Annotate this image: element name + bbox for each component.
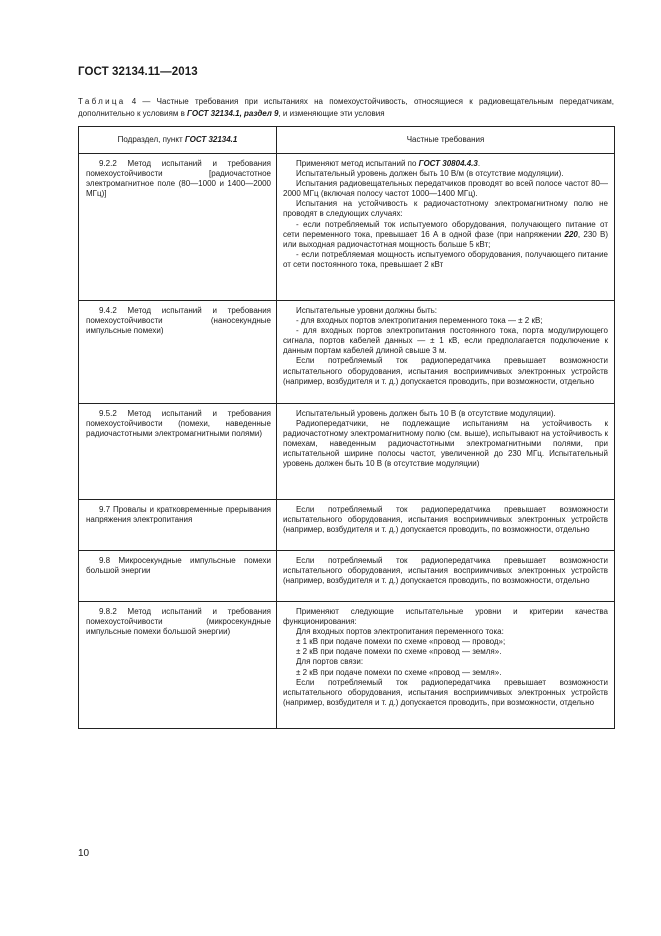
req-paragraph: Если потребляемый ток радиопередатчика превышает возможности испытательного оборудования, испытания восприимчивых электронных устройств (например, возбудителя и т. д.) допускается проводить, при возможности, отдельно (283, 677, 608, 707)
subsection-text: 9.5.2 Метод испытаний и требования помехоустойчивости (помехи, наведенные радиочастотными электромагнитными полями) (86, 409, 271, 439)
req-paragraph: Если потребляемый ток радиопередатчика превышает возможности испытательного оборудования, испытания восприимчивых электронных устройств (например, возбудителя и т. д.) допускается проводить, по возможности, отдельно (283, 556, 608, 586)
req-paragraph: Испытательный уровень должен быть 10 В/м (в отсутствие модуляции). (296, 169, 564, 179)
header-subsection (79, 127, 277, 154)
req-paragraph: ± 2 кВ при подаче помехи по схеме «провод — земля». (296, 667, 502, 677)
requirements-cell (277, 602, 615, 729)
requirements-cell (277, 154, 615, 301)
req-text: , 230 В) или выходная радиочастотная мощность больше 5 кВт; (283, 229, 609, 249)
subsection-cell (79, 500, 277, 551)
caption-tail: , и изменяющие эти условия (278, 108, 385, 118)
req-text: - если потребляемый ток испытуемого оборудования, получающего питание от сети переменного тока, превышает 16 А в одной фазе (при напряжении (283, 219, 608, 239)
table-row (79, 551, 615, 602)
req-ref: ГОСТ 30804.4.3 (418, 159, 478, 168)
subsection-text: 9.8 Микросекундные импульсные помехи большой энергии (86, 556, 271, 576)
req-paragraph: Если потребляемый ток радиопередатчика превышает возможности испытательного оборудования, испытания восприимчивых электронных устройств (например, возбудителя и т. д.) допускается проводить, по возможности, отдельно (283, 505, 608, 535)
subsection-cell (79, 602, 277, 729)
header-subsection-label: Подраздел, пункт (117, 134, 185, 144)
requirements-table (78, 126, 615, 729)
req-paragraph (283, 159, 608, 169)
requirements-cell (277, 404, 615, 500)
page-number: 10 (78, 848, 90, 859)
table-row (79, 602, 615, 729)
subsection-text: 9.8.2 Метод испытаний и требования помехоустойчивости (микросекундные импульсные помехи большой энергии) (86, 607, 271, 637)
req-paragraph: Для портов связи: (296, 657, 364, 667)
table-row (79, 301, 615, 404)
req-paragraph: Применяют следующие испытательные уровни и критерии качества функционирования: (283, 607, 608, 627)
req-paragraph: - для входных портов электропитания переменного тока — ± 2 кВ; (296, 316, 543, 326)
table-row (79, 154, 615, 301)
req-text: . (477, 159, 481, 168)
header-subsection-ref: ГОСТ 32134.1 (184, 134, 238, 144)
req-paragraph: ± 1 кВ при подаче помехи по схеме «провод — провод»; (296, 637, 506, 647)
requirements-cell (277, 551, 615, 602)
subsection-cell (79, 404, 277, 500)
table-row (79, 404, 615, 500)
subsection-text: 9.7 Провалы и кратковременные прерывания напряжения электропитания (86, 505, 271, 525)
caption-label: Таблица (78, 97, 126, 106)
req-paragraph: ± 2 кВ при подаче помехи по схеме «провод — земля». (296, 647, 502, 657)
document-header: ГОСТ 32134.11—2013 (78, 66, 198, 78)
header-requirements: Частные требования (277, 127, 615, 154)
req-paragraph (283, 220, 608, 250)
req-paragraph: Испытательный уровень должен быть 10 В (в отсутствие модуляции). (296, 409, 556, 418)
requirements-cell (277, 500, 615, 551)
req-paragraph: Радиопередатчики, не подлежащие испытаниям на устойчивость к радиочастотному электромагнитному полю (см. выше), испытывают на устойчивость к помехам, наведенным радиочастотными электромагнитными полями, при испытательной ширине полосы частот, увеличенной до 230 МГц. Испытательный уровень должен быть 10 В (в отсутствие модуляции) (283, 419, 608, 469)
req-paragraph: Если потребляемый ток радиопередатчика превышает возможности испытательного оборудования, испытания восприимчивых электронных устройств (например, возбудителя и т. д.) допускается проводить, при возможности, отдельно (283, 356, 608, 386)
requirements-cell (277, 301, 615, 404)
caption-text: 4 — Частные требования при испытаниях на помехоустойчивость, относящиеся к радиовещательным передатчикам, дополнительно к условиям в (78, 97, 614, 118)
subsection-cell (79, 301, 277, 404)
req-paragraph: - для входных портов электропитания постоянного тока, порта модулирующего сигнала, портов кабелей данных — ± 1 кВ, если предполагается подключение к данным портам кабелей длиной свыше 3 м. (283, 326, 608, 356)
req-paragraph: Для входных портов электропитания переменного тока: (296, 627, 504, 637)
req-paragraph: Испытательные уровни должны быть: (296, 306, 438, 315)
table-header-row (79, 127, 615, 154)
req-paragraph: Испытания радиовещательных передатчиков проводят во всей полосе частот 80—2000 МГц (включая полосу частот 1000—1400 МГц). (283, 179, 608, 199)
req-text: Применяют метод испытаний по (296, 159, 419, 168)
subsection-cell (79, 551, 277, 602)
table-row (79, 500, 615, 551)
subsection-text: 9.2.2 Метод испытаний и требования помехоустойчивости [радиочастотное электромагнитное поле (80—1000 и 1400—2000 МГц)] (86, 159, 271, 199)
req-ref: 220 (564, 229, 578, 239)
subsection-cell (79, 154, 277, 301)
caption-ref: ГОСТ 32134.1, раздел 9 (187, 108, 279, 118)
req-paragraph: Испытания на устойчивость к радиочастотному электромагнитному полю не проводят в следующих случаях: (283, 199, 608, 219)
subsection-text: 9.4.2 Метод испытаний и требования помехоустойчивости (наносекундные импульсные помехи) (86, 306, 271, 336)
req-paragraph: - если потребляемая мощность испытуемого оборудования, получающего питание от сети постоянного тока, превышает 2 кВт (283, 249, 608, 269)
table-caption (78, 96, 614, 119)
